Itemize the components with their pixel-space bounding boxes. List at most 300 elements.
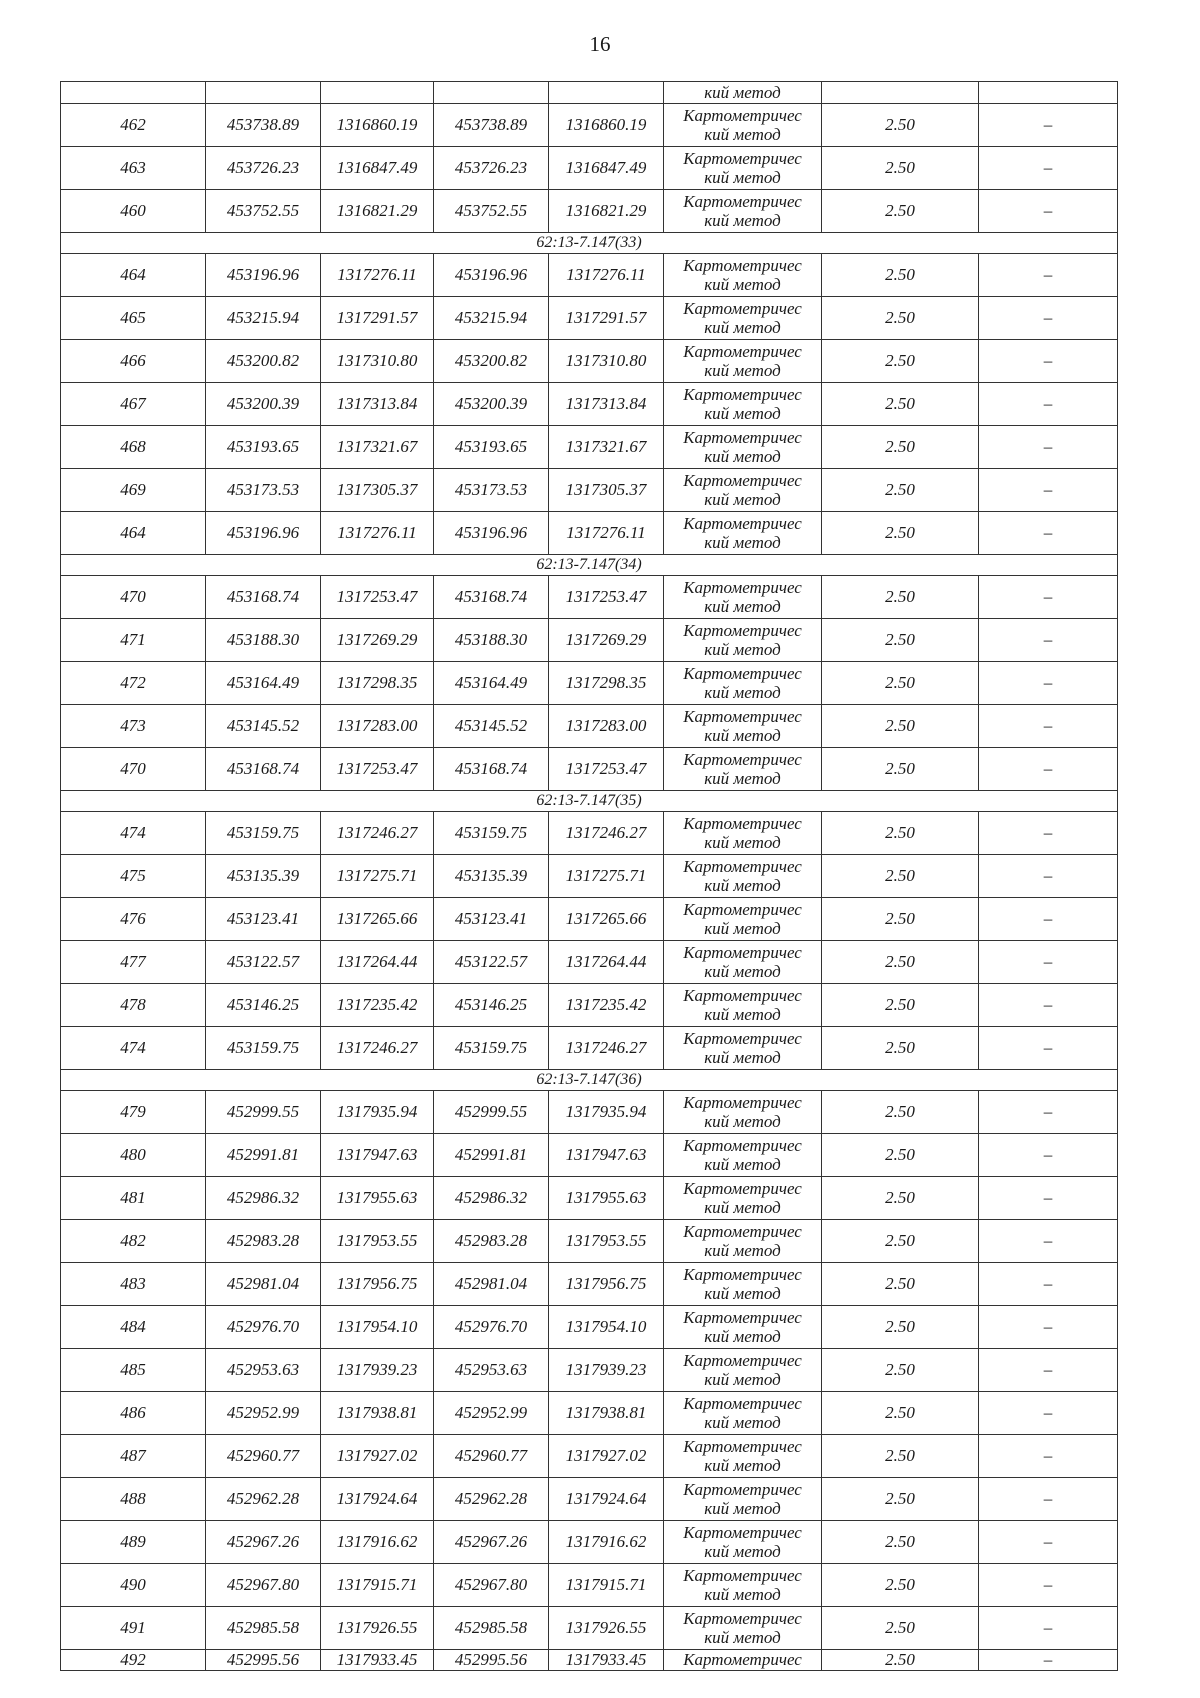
x-existing: 453215.94 xyxy=(206,297,321,340)
y-existing: 1317264.44 xyxy=(321,941,434,984)
method-cell xyxy=(664,512,822,555)
point-number: 480 xyxy=(61,1134,206,1177)
x-existing: 453145.52 xyxy=(206,705,321,748)
point-number: 468 xyxy=(61,426,206,469)
note: – xyxy=(979,297,1118,340)
point-number: 467 xyxy=(61,383,206,426)
x-existing: 453159.75 xyxy=(206,1027,321,1070)
table-row xyxy=(61,1220,1118,1263)
method-line-1: Картометричес xyxy=(683,514,802,533)
point-number: 482 xyxy=(61,1220,206,1263)
note: – xyxy=(979,1564,1118,1607)
y-refined: 1317916.62 xyxy=(549,1521,664,1564)
x-refined: 453159.75 xyxy=(434,812,549,855)
y-existing: 1317955.63 xyxy=(321,1177,434,1220)
y-existing: 1317253.47 xyxy=(321,576,434,619)
note: – xyxy=(979,984,1118,1027)
method-line-1: Картометричес xyxy=(683,986,802,1005)
y-existing: 1317305.37 xyxy=(321,469,434,512)
x-existing: 452976.70 xyxy=(206,1306,321,1349)
x-existing: 453164.49 xyxy=(206,662,321,705)
table-row xyxy=(61,1521,1118,1564)
y-refined: 1317246.27 xyxy=(549,1027,664,1070)
accuracy: 2.50 xyxy=(822,1650,979,1671)
y-refined: 1317321.67 xyxy=(549,426,664,469)
x-existing: 453168.74 xyxy=(206,576,321,619)
y-refined: 1317264.44 xyxy=(549,941,664,984)
accuracy: 2.50 xyxy=(822,576,979,619)
table-row xyxy=(61,1263,1118,1306)
x-refined: 452985.58 xyxy=(434,1607,549,1650)
section-header-row xyxy=(61,791,1118,812)
point-number: 486 xyxy=(61,1392,206,1435)
y-existing: 1317246.27 xyxy=(321,1027,434,1070)
point-number: 463 xyxy=(61,147,206,190)
note: – xyxy=(979,1435,1118,1478)
accuracy: 2.50 xyxy=(822,1392,979,1435)
y-refined: 1317915.71 xyxy=(549,1564,664,1607)
method-line-1: Картометричес xyxy=(683,1566,802,1585)
y-existing: 1317933.45 xyxy=(321,1650,434,1671)
y-refined: 1317253.47 xyxy=(549,748,664,791)
note: – xyxy=(979,1478,1118,1521)
method-line-2: кий метод xyxy=(704,640,781,659)
y-refined: 1317265.66 xyxy=(549,898,664,941)
y-refined: 1317275.71 xyxy=(549,855,664,898)
note: – xyxy=(979,576,1118,619)
accuracy: 2.50 xyxy=(822,1435,979,1478)
method-line-2: кий метод xyxy=(704,1628,781,1647)
method-line-2: кий метод xyxy=(704,1241,781,1260)
x-refined: 453168.74 xyxy=(434,748,549,791)
point-number: 474 xyxy=(61,1027,206,1070)
y-existing: 1317291.57 xyxy=(321,297,434,340)
method-cell xyxy=(664,855,822,898)
y-refined: 1317939.23 xyxy=(549,1349,664,1392)
page-number: 16 xyxy=(589,32,611,56)
empty-cell xyxy=(321,82,434,104)
method-line-2: кий метод xyxy=(704,533,781,552)
point-number: 464 xyxy=(61,254,206,297)
method-cell xyxy=(664,705,822,748)
note: – xyxy=(979,1220,1118,1263)
y-existing: 1317275.71 xyxy=(321,855,434,898)
y-existing: 1317953.55 xyxy=(321,1220,434,1263)
method-line-1: Картометричес xyxy=(683,900,802,919)
method-line-2: кий метод xyxy=(704,962,781,981)
table-row xyxy=(61,512,1118,555)
x-refined: 453145.52 xyxy=(434,705,549,748)
x-existing: 453196.96 xyxy=(206,254,321,297)
note: – xyxy=(979,898,1118,941)
note: – xyxy=(979,662,1118,705)
x-refined: 453196.96 xyxy=(434,512,549,555)
table-row xyxy=(61,1564,1118,1607)
table-row xyxy=(61,426,1118,469)
accuracy: 2.50 xyxy=(822,297,979,340)
y-refined: 1317246.27 xyxy=(549,812,664,855)
x-refined: 452995.56 xyxy=(434,1650,549,1671)
table-row xyxy=(61,469,1118,512)
note: – xyxy=(979,1650,1118,1671)
point-number: 477 xyxy=(61,941,206,984)
method-cell xyxy=(664,941,822,984)
method-line-1: Картометричес xyxy=(683,857,802,876)
x-refined: 453123.41 xyxy=(434,898,549,941)
method-cell xyxy=(664,426,822,469)
method-line-2: кий метод xyxy=(704,1456,781,1475)
method-cell xyxy=(664,1478,822,1521)
x-refined: 453159.75 xyxy=(434,1027,549,1070)
method-line-1: Картометричес xyxy=(683,471,802,490)
y-existing: 1317321.67 xyxy=(321,426,434,469)
table-row xyxy=(61,619,1118,662)
method-line-1: Картометричес xyxy=(683,1394,802,1413)
point-number: 469 xyxy=(61,469,206,512)
method-line-2: кий метод xyxy=(704,275,781,294)
point-number: 485 xyxy=(61,1349,206,1392)
method-line-1: Картометричес xyxy=(683,621,802,640)
y-existing: 1317938.81 xyxy=(321,1392,434,1435)
y-existing: 1317276.11 xyxy=(321,254,434,297)
x-existing: 453123.41 xyxy=(206,898,321,941)
y-existing: 1317253.47 xyxy=(321,748,434,791)
x-refined: 453164.49 xyxy=(434,662,549,705)
note: – xyxy=(979,469,1118,512)
x-refined: 453738.89 xyxy=(434,104,549,147)
table-row xyxy=(61,662,1118,705)
y-refined: 1317956.75 xyxy=(549,1263,664,1306)
note: – xyxy=(979,512,1118,555)
x-refined: 452999.55 xyxy=(434,1091,549,1134)
table-row xyxy=(61,1134,1118,1177)
method-line-1: Картометричес xyxy=(683,149,802,168)
x-existing: 452981.04 xyxy=(206,1263,321,1306)
method-cell xyxy=(664,469,822,512)
y-refined: 1317313.84 xyxy=(549,383,664,426)
point-number: 481 xyxy=(61,1177,206,1220)
accuracy: 2.50 xyxy=(822,1263,979,1306)
method-line-2: кий метод xyxy=(704,919,781,938)
method-line-2: кий метод xyxy=(704,769,781,788)
point-number: 464 xyxy=(61,512,206,555)
accuracy: 2.50 xyxy=(822,1478,979,1521)
x-existing: 452967.80 xyxy=(206,1564,321,1607)
method-line-2: кий метод xyxy=(704,1112,781,1131)
method-line-2: кий метод xyxy=(704,833,781,852)
accuracy: 2.50 xyxy=(822,1306,979,1349)
x-existing: 452960.77 xyxy=(206,1435,321,1478)
note: – xyxy=(979,104,1118,147)
method-line-1: Картометричес xyxy=(683,750,802,769)
y-existing: 1317915.71 xyxy=(321,1564,434,1607)
table-row xyxy=(61,576,1118,619)
accuracy: 2.50 xyxy=(822,1521,979,1564)
accuracy: 2.50 xyxy=(822,1607,979,1650)
y-existing: 1317265.66 xyxy=(321,898,434,941)
table-row xyxy=(61,1177,1118,1220)
note: – xyxy=(979,1306,1118,1349)
y-existing: 1317313.84 xyxy=(321,383,434,426)
method-line-2: кий метод xyxy=(704,1284,781,1303)
table-row xyxy=(61,941,1118,984)
method-cell xyxy=(664,898,822,941)
x-existing: 452995.56 xyxy=(206,1650,321,1671)
y-existing: 1316821.29 xyxy=(321,190,434,233)
x-refined: 452952.99 xyxy=(434,1392,549,1435)
note: – xyxy=(979,1134,1118,1177)
method-line-2: кий метод xyxy=(704,1542,781,1561)
method-line-2: кий метод xyxy=(704,726,781,745)
table-row xyxy=(61,1607,1118,1650)
method-cell xyxy=(664,1564,822,1607)
coordinates-table xyxy=(60,81,1118,1671)
y-refined: 1316821.29 xyxy=(549,190,664,233)
method-line-1: Картометричес xyxy=(683,1437,802,1456)
method-line-1: Картометричес xyxy=(683,1609,802,1628)
x-existing: 452999.55 xyxy=(206,1091,321,1134)
note: – xyxy=(979,748,1118,791)
y-existing: 1317924.64 xyxy=(321,1478,434,1521)
note: – xyxy=(979,619,1118,662)
method-line-1: Картометричес xyxy=(683,578,802,597)
method-cell xyxy=(664,254,822,297)
point-number: 484 xyxy=(61,1306,206,1349)
method-cell xyxy=(664,619,822,662)
method-line-2: кий метод xyxy=(704,318,781,337)
point-number: 488 xyxy=(61,1478,206,1521)
y-refined: 1317310.80 xyxy=(549,340,664,383)
x-refined: 452967.80 xyxy=(434,1564,549,1607)
method-line-2: кий метод xyxy=(704,1327,781,1346)
method-line-2: кий метод xyxy=(704,125,781,144)
x-existing: 452991.81 xyxy=(206,1134,321,1177)
method-line-1: Картометричес xyxy=(683,1351,802,1370)
y-refined: 1317926.55 xyxy=(549,1607,664,1650)
section-header-row xyxy=(61,233,1118,254)
x-existing: 453200.82 xyxy=(206,340,321,383)
x-refined: 453173.53 xyxy=(434,469,549,512)
point-number: 460 xyxy=(61,190,206,233)
method-line-2: кий метод xyxy=(704,1499,781,1518)
x-refined: 453188.30 xyxy=(434,619,549,662)
section-header-row xyxy=(61,1070,1118,1091)
x-existing: 453146.25 xyxy=(206,984,321,1027)
method-cell xyxy=(664,1220,822,1263)
accuracy: 2.50 xyxy=(822,984,979,1027)
method-line-1: Картометричес xyxy=(683,943,802,962)
x-existing: 453738.89 xyxy=(206,104,321,147)
method-cell xyxy=(664,340,822,383)
method-line-1: Картометричес xyxy=(683,1222,802,1241)
method-cell xyxy=(664,984,822,1027)
x-refined: 452953.63 xyxy=(434,1349,549,1392)
note: – xyxy=(979,1177,1118,1220)
y-refined: 1317291.57 xyxy=(549,297,664,340)
accuracy: 2.50 xyxy=(822,855,979,898)
method-fragment: кий метод xyxy=(664,82,822,104)
empty-cell xyxy=(206,82,321,104)
method-line-2: кий метод xyxy=(704,683,781,702)
accuracy: 2.50 xyxy=(822,1027,979,1070)
y-refined: 1317269.29 xyxy=(549,619,664,662)
x-existing: 452967.26 xyxy=(206,1521,321,1564)
x-existing: 452962.28 xyxy=(206,1478,321,1521)
point-number: 487 xyxy=(61,1435,206,1478)
method-line-2: кий метод xyxy=(704,1585,781,1604)
y-existing: 1317283.00 xyxy=(321,705,434,748)
method-line-1: Картометричес xyxy=(683,385,802,404)
x-refined: 453215.94 xyxy=(434,297,549,340)
method-line-2: кий метод xyxy=(704,447,781,466)
method-line-1: Картометричес xyxy=(683,664,802,683)
y-existing: 1317939.23 xyxy=(321,1349,434,1392)
note: – xyxy=(979,1091,1118,1134)
x-existing: 453168.74 xyxy=(206,748,321,791)
x-refined: 452960.77 xyxy=(434,1435,549,1478)
accuracy: 2.50 xyxy=(822,1134,979,1177)
point-number: 490 xyxy=(61,1564,206,1607)
accuracy: 2.50 xyxy=(822,662,979,705)
point-number: 473 xyxy=(61,705,206,748)
accuracy: 2.50 xyxy=(822,190,979,233)
point-number: 465 xyxy=(61,297,206,340)
method-line-2: кий метод xyxy=(704,1005,781,1024)
accuracy: 2.50 xyxy=(822,512,979,555)
table-row xyxy=(61,190,1118,233)
table-row xyxy=(61,104,1118,147)
y-refined: 1317298.35 xyxy=(549,662,664,705)
y-refined: 1317933.45 xyxy=(549,1650,664,1671)
y-refined: 1317927.02 xyxy=(549,1435,664,1478)
method-cell xyxy=(664,576,822,619)
method-line-2: кий метод xyxy=(704,211,781,230)
y-refined: 1317283.00 xyxy=(549,705,664,748)
point-number: 471 xyxy=(61,619,206,662)
x-existing: 452953.63 xyxy=(206,1349,321,1392)
point-number: 491 xyxy=(61,1607,206,1650)
method-cell xyxy=(664,1392,822,1435)
accuracy: 2.50 xyxy=(822,1564,979,1607)
note: – xyxy=(979,812,1118,855)
x-refined: 452991.81 xyxy=(434,1134,549,1177)
point-number: 483 xyxy=(61,1263,206,1306)
y-existing: 1317935.94 xyxy=(321,1091,434,1134)
method-cell: Картометричес xyxy=(664,1650,822,1671)
method-line-1: Картометричес xyxy=(683,1308,802,1327)
x-existing: 452983.28 xyxy=(206,1220,321,1263)
method-cell xyxy=(664,748,822,791)
y-refined: 1317924.64 xyxy=(549,1478,664,1521)
method-line-2: кий метод xyxy=(704,168,781,187)
method-line-2: кий метод xyxy=(704,361,781,380)
method-line-2: кий метод xyxy=(704,597,781,616)
note: – xyxy=(979,383,1118,426)
note: – xyxy=(979,941,1118,984)
table-row-partial xyxy=(61,1650,1118,1671)
method-line-1: Картометричес xyxy=(683,428,802,447)
method-cell xyxy=(664,812,822,855)
method-cell xyxy=(664,1435,822,1478)
point-number: 475 xyxy=(61,855,206,898)
x-existing: 453196.96 xyxy=(206,512,321,555)
x-refined: 452981.04 xyxy=(434,1263,549,1306)
table-row xyxy=(61,340,1118,383)
x-refined: 453726.23 xyxy=(434,147,549,190)
y-existing: 1317916.62 xyxy=(321,1521,434,1564)
x-refined: 452962.28 xyxy=(434,1478,549,1521)
x-refined: 452986.32 xyxy=(434,1177,549,1220)
method-line-1: Картометричес xyxy=(683,1029,802,1048)
accuracy: 2.50 xyxy=(822,941,979,984)
method-line-2: кий метод xyxy=(704,1155,781,1174)
continuation-row xyxy=(61,82,1118,104)
method-line-2: кий метод xyxy=(704,1198,781,1217)
point-number: 479 xyxy=(61,1091,206,1134)
method-line-1: Картометричес xyxy=(683,342,802,361)
y-existing: 1317926.55 xyxy=(321,1607,434,1650)
y-existing: 1317246.27 xyxy=(321,812,434,855)
method-cell xyxy=(664,662,822,705)
method-cell xyxy=(664,1027,822,1070)
y-existing: 1316847.49 xyxy=(321,147,434,190)
note: – xyxy=(979,855,1118,898)
section-label: 62:13-7.147(36) xyxy=(61,1070,1118,1091)
x-refined: 453193.65 xyxy=(434,426,549,469)
method-line-1: Картометричес xyxy=(683,1480,802,1499)
method-cell xyxy=(664,1134,822,1177)
note: – xyxy=(979,147,1118,190)
y-refined: 1317953.55 xyxy=(549,1220,664,1263)
x-existing: 453135.39 xyxy=(206,855,321,898)
accuracy: 2.50 xyxy=(822,426,979,469)
y-refined: 1317938.81 xyxy=(549,1392,664,1435)
x-refined: 453135.39 xyxy=(434,855,549,898)
accuracy: 2.50 xyxy=(822,254,979,297)
table-row xyxy=(61,1091,1118,1134)
table-row xyxy=(61,748,1118,791)
x-refined: 453122.57 xyxy=(434,941,549,984)
method-cell xyxy=(664,297,822,340)
y-refined: 1317235.42 xyxy=(549,984,664,1027)
note: – xyxy=(979,1263,1118,1306)
method-line-2: кий метод xyxy=(704,404,781,423)
method-line-1: Картометричес xyxy=(683,256,802,275)
y-existing: 1317310.80 xyxy=(321,340,434,383)
table-row xyxy=(61,147,1118,190)
point-number: 472 xyxy=(61,662,206,705)
x-refined: 453200.39 xyxy=(434,383,549,426)
empty-cell xyxy=(549,82,664,104)
accuracy: 2.50 xyxy=(822,1220,979,1263)
method-cell xyxy=(664,1091,822,1134)
accuracy: 2.50 xyxy=(822,1349,979,1392)
note: – xyxy=(979,1349,1118,1392)
accuracy: 2.50 xyxy=(822,812,979,855)
point-number: 489 xyxy=(61,1521,206,1564)
y-existing: 1317276.11 xyxy=(321,512,434,555)
y-refined: 1316847.49 xyxy=(549,147,664,190)
x-refined: 453196.96 xyxy=(434,254,549,297)
table-row xyxy=(61,1392,1118,1435)
method-line-1: Картометричес xyxy=(683,1136,802,1155)
method-cell xyxy=(664,383,822,426)
y-existing: 1317954.10 xyxy=(321,1306,434,1349)
y-refined: 1317276.11 xyxy=(549,512,664,555)
y-refined: 1317947.63 xyxy=(549,1134,664,1177)
y-existing: 1317956.75 xyxy=(321,1263,434,1306)
section-label: 62:13-7.147(33) xyxy=(61,233,1118,254)
